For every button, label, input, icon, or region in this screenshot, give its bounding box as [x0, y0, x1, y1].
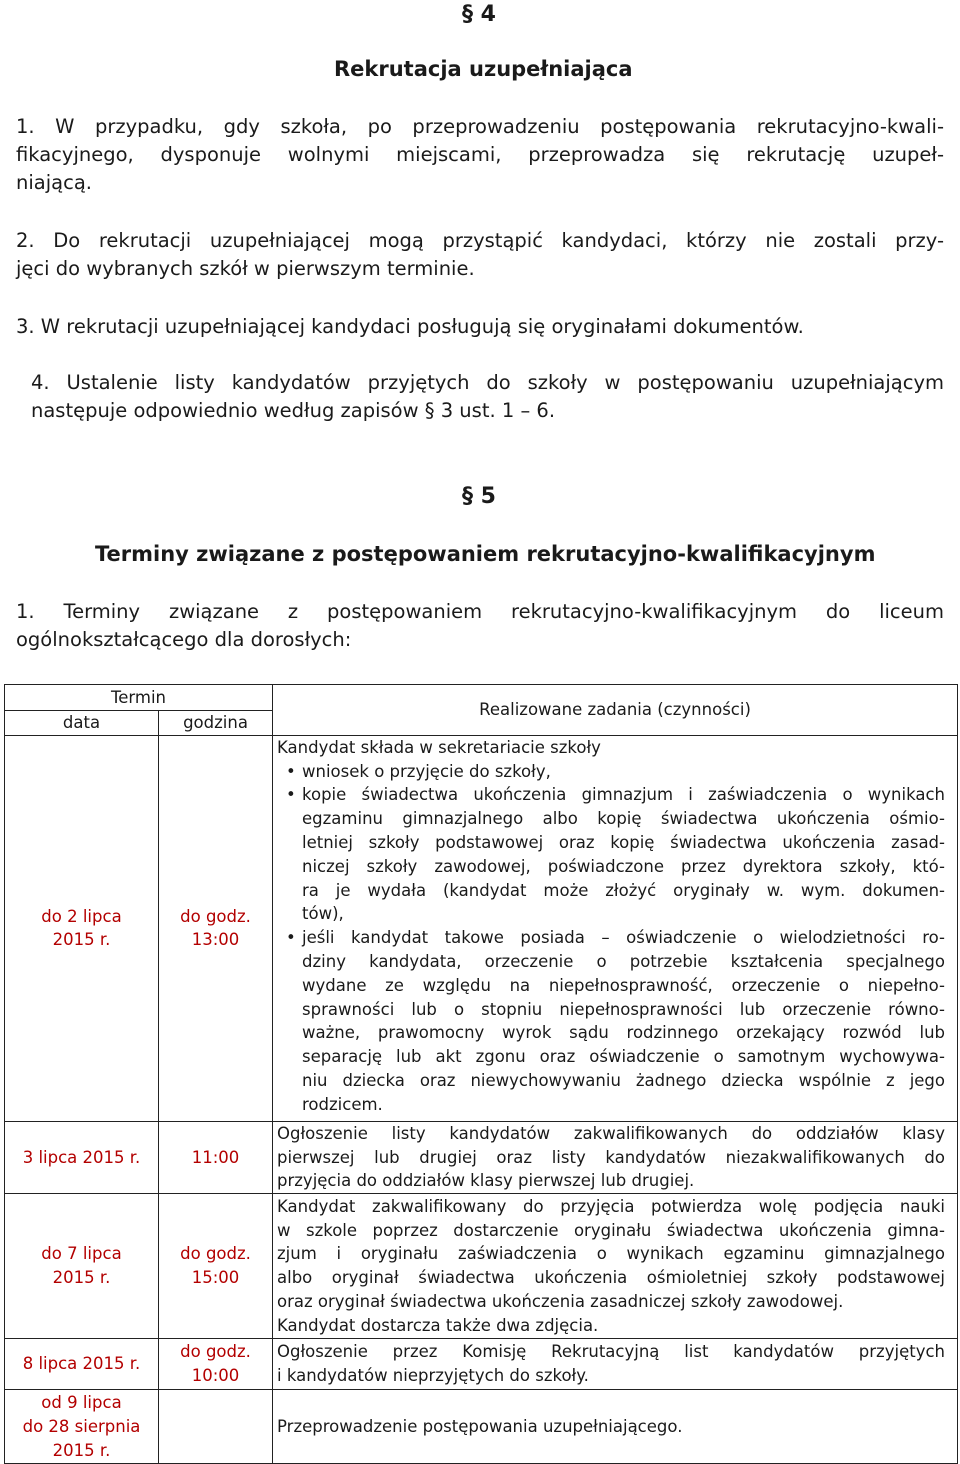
section-5-number: § 5 — [462, 484, 496, 509]
task-line: niczej szkoły zawodowej, poświadczone przez dyrektora szkoły, któ- — [302, 856, 945, 876]
task-line: zjum i oryginału zaświadczenia o wynikach egzaminu gimnazjalnego — [277, 1244, 945, 1264]
time-line: 15:00 — [191, 1268, 240, 1288]
paragraph-line: 3. W rekrutacji uzupełniającej kandydaci posługują się oryginałami dokumentów. — [16, 315, 804, 338]
row-3-time — [159, 1194, 273, 1339]
schedule-table — [4, 684, 958, 1464]
time-line: 13:00 — [191, 930, 240, 950]
header-tasks: Realizowane zadania (czynności) — [273, 685, 958, 736]
date-line: do 7 lipca — [41, 1244, 122, 1264]
paragraph-line: fikacyjnego, dysponuje wolnymi miejscami, przeprowadza się rekrutację uzupeł- — [16, 143, 944, 166]
row-4-time — [159, 1339, 273, 1390]
section-4-paragraph-2 — [16, 227, 944, 283]
task-line: Przeprowadzenie postępowania uzupełniającego. — [277, 1416, 683, 1436]
paragraph-line: 4. Ustalenie listy kandydatów przyjętych do szkoły w postępowaniu uzupełniającym — [31, 371, 944, 394]
date-line: do 2 lipca — [41, 906, 122, 926]
task-line: przyjęcia do oddziałów klasy pierwszej lub drugiej. — [277, 1171, 695, 1191]
time-line: 10:00 — [191, 1366, 240, 1386]
paragraph-line: niającą. — [16, 171, 92, 194]
task-line: tów), — [302, 904, 344, 924]
task-line: albo oryginał świadectwa ukończenia ośmioletniej szkoły podstawowej — [277, 1268, 945, 1288]
header-data: data — [5, 711, 159, 736]
task-line: letniej szkoły podstawowej oraz kopię świadectwa ukończenia zasad- — [302, 832, 945, 852]
section-5-intro — [16, 598, 944, 654]
table-row — [5, 735, 958, 1121]
header-termin: Termin — [5, 685, 273, 711]
task-line: ważne, prawomocny wyrok sądu rodzinnego orzekający rozwód lub — [302, 1023, 945, 1043]
task-line: i kandydatów nieprzyjętych do szkoły. — [277, 1366, 589, 1386]
paragraph-line: 1. Terminy związane z postępowaniem rekrutacyjno-kwalifikacyjnym do liceum — [16, 600, 944, 623]
task-line: niu dziecka oraz niewychowywaniu żadnego dziecka wspólnie z jego — [302, 1070, 945, 1090]
row-5-date — [5, 1390, 159, 1464]
section-4-paragraph-4 — [31, 369, 944, 425]
row-4-task — [273, 1339, 958, 1390]
task-line: rodzicem. — [302, 1094, 383, 1114]
task-line: • jeśli kandydat takowe posiada – oświadczenie o wielodzietności ro- — [302, 928, 945, 948]
row-1-task — [273, 735, 958, 1121]
paragraph-line: następuje odpowiednio według zapisów § 3 ust. 1 – 6. — [31, 399, 556, 422]
task-line: Kandydat zakwalifikowany do przyjęcia potwierdza wolę podjęcia nauki — [277, 1196, 945, 1216]
task-line: dziny kandydata, orzeczenie o potrzebie kształcenia specjalnego — [302, 951, 945, 971]
paragraph-line: 2. Do rekrutacji uzupełniającej mogą przystąpić kandydaci, którzy nie zostali przy- — [16, 229, 944, 252]
task-line: egzaminu gimnazjalnego albo kopię świadectwa ukończenia ośmio- — [302, 809, 945, 829]
row-3-date — [5, 1194, 159, 1339]
section-4-paragraph-3 — [16, 313, 944, 341]
list-item — [277, 926, 945, 1116]
task-line: ra je wydała (kandydat może złożyć oryginały w. wym. dokumen- — [302, 880, 945, 900]
row-2-task — [273, 1121, 958, 1193]
date-line: 2015 r. — [52, 1440, 111, 1460]
task-line: wydane ze względu na niepełnosprawność, orzeczenie o niepełno- — [302, 975, 945, 995]
task-line: separację lub akt zgonu oraz oświadczenie o samotnym wychowywa- — [302, 1047, 945, 1067]
date-line: 2015 r. — [52, 930, 111, 950]
header-godzina: godzina — [159, 711, 273, 736]
row-4-date: 8 lipca 2015 r. — [5, 1339, 159, 1390]
row-3-task — [273, 1194, 958, 1339]
list-item — [277, 760, 945, 784]
time-line: do godz. — [180, 906, 251, 926]
task-line: oraz oryginał świadectwa ukończenia zasadniczej szkoły zawodowej. — [277, 1291, 844, 1311]
date-line: od 9 lipca — [41, 1392, 122, 1412]
paragraph-line: 1. W przypadku, gdy szkoła, po przeprowadzeniu postępowania rekrutacyjno-kwali- — [16, 115, 944, 138]
row-2-date: 3 lipca 2015 r. — [5, 1121, 159, 1193]
row-1-time — [159, 735, 273, 1121]
table-row — [5, 1121, 958, 1193]
section-4-paragraph-1 — [16, 113, 944, 197]
date-line: 2015 r. — [52, 1268, 111, 1288]
task-line: • kopie świadectwa ukończenia gimnazjum i zaświadczenia o wynikach — [302, 785, 945, 805]
section-4-number: § 4 — [462, 2, 496, 27]
row-1-date — [5, 735, 159, 1121]
section-4-title: Rekrutacja uzupełniająca — [334, 57, 633, 81]
task-line: • wniosek o przyjęcie do szkoły, — [302, 761, 551, 781]
paragraph-line: ogólnokształcącego dla dorosłych: — [16, 628, 352, 651]
date-line: do 28 sierpnia — [22, 1416, 141, 1436]
section-5-title: Terminy związane z postępowaniem rekrutacyjno-kwalifikacyjnym — [95, 542, 876, 566]
list-item — [277, 783, 945, 926]
row-5-task — [273, 1390, 958, 1464]
table-row — [5, 1194, 958, 1339]
task-line: w szkole poprzez dostarczenie oryginału świadectwa ukończenia gimna- — [277, 1220, 945, 1240]
task-line: sprawności lub o stopniu niepełnosprawności lub orzeczenie równo- — [302, 999, 945, 1019]
row-5-time — [159, 1390, 273, 1464]
task-line: pierwszej lub drugiej oraz listy kandydatów niezakwalifikowanych do — [277, 1147, 945, 1167]
paragraph-line: jęci do wybranych szkół w pierwszym terminie. — [16, 257, 475, 280]
task-line: Ogłoszenie przez Komisję Rekrutacyjną list kandydatów przyjętych — [277, 1342, 945, 1362]
task-intro: Kandydat składa w sekretariacie szkoły — [277, 737, 601, 757]
task-line: Ogłoszenie listy kandydatów zakwalifikowanych do oddziałów klasy — [277, 1123, 945, 1143]
time-line: do godz. — [180, 1342, 251, 1362]
row-2-time: 11:00 — [159, 1121, 273, 1193]
task-line: Kandydat dostarcza także dwa zdjęcia. — [277, 1315, 599, 1335]
time-line: do godz. — [180, 1244, 251, 1264]
table-row — [5, 1390, 958, 1464]
table-row — [5, 1339, 958, 1390]
